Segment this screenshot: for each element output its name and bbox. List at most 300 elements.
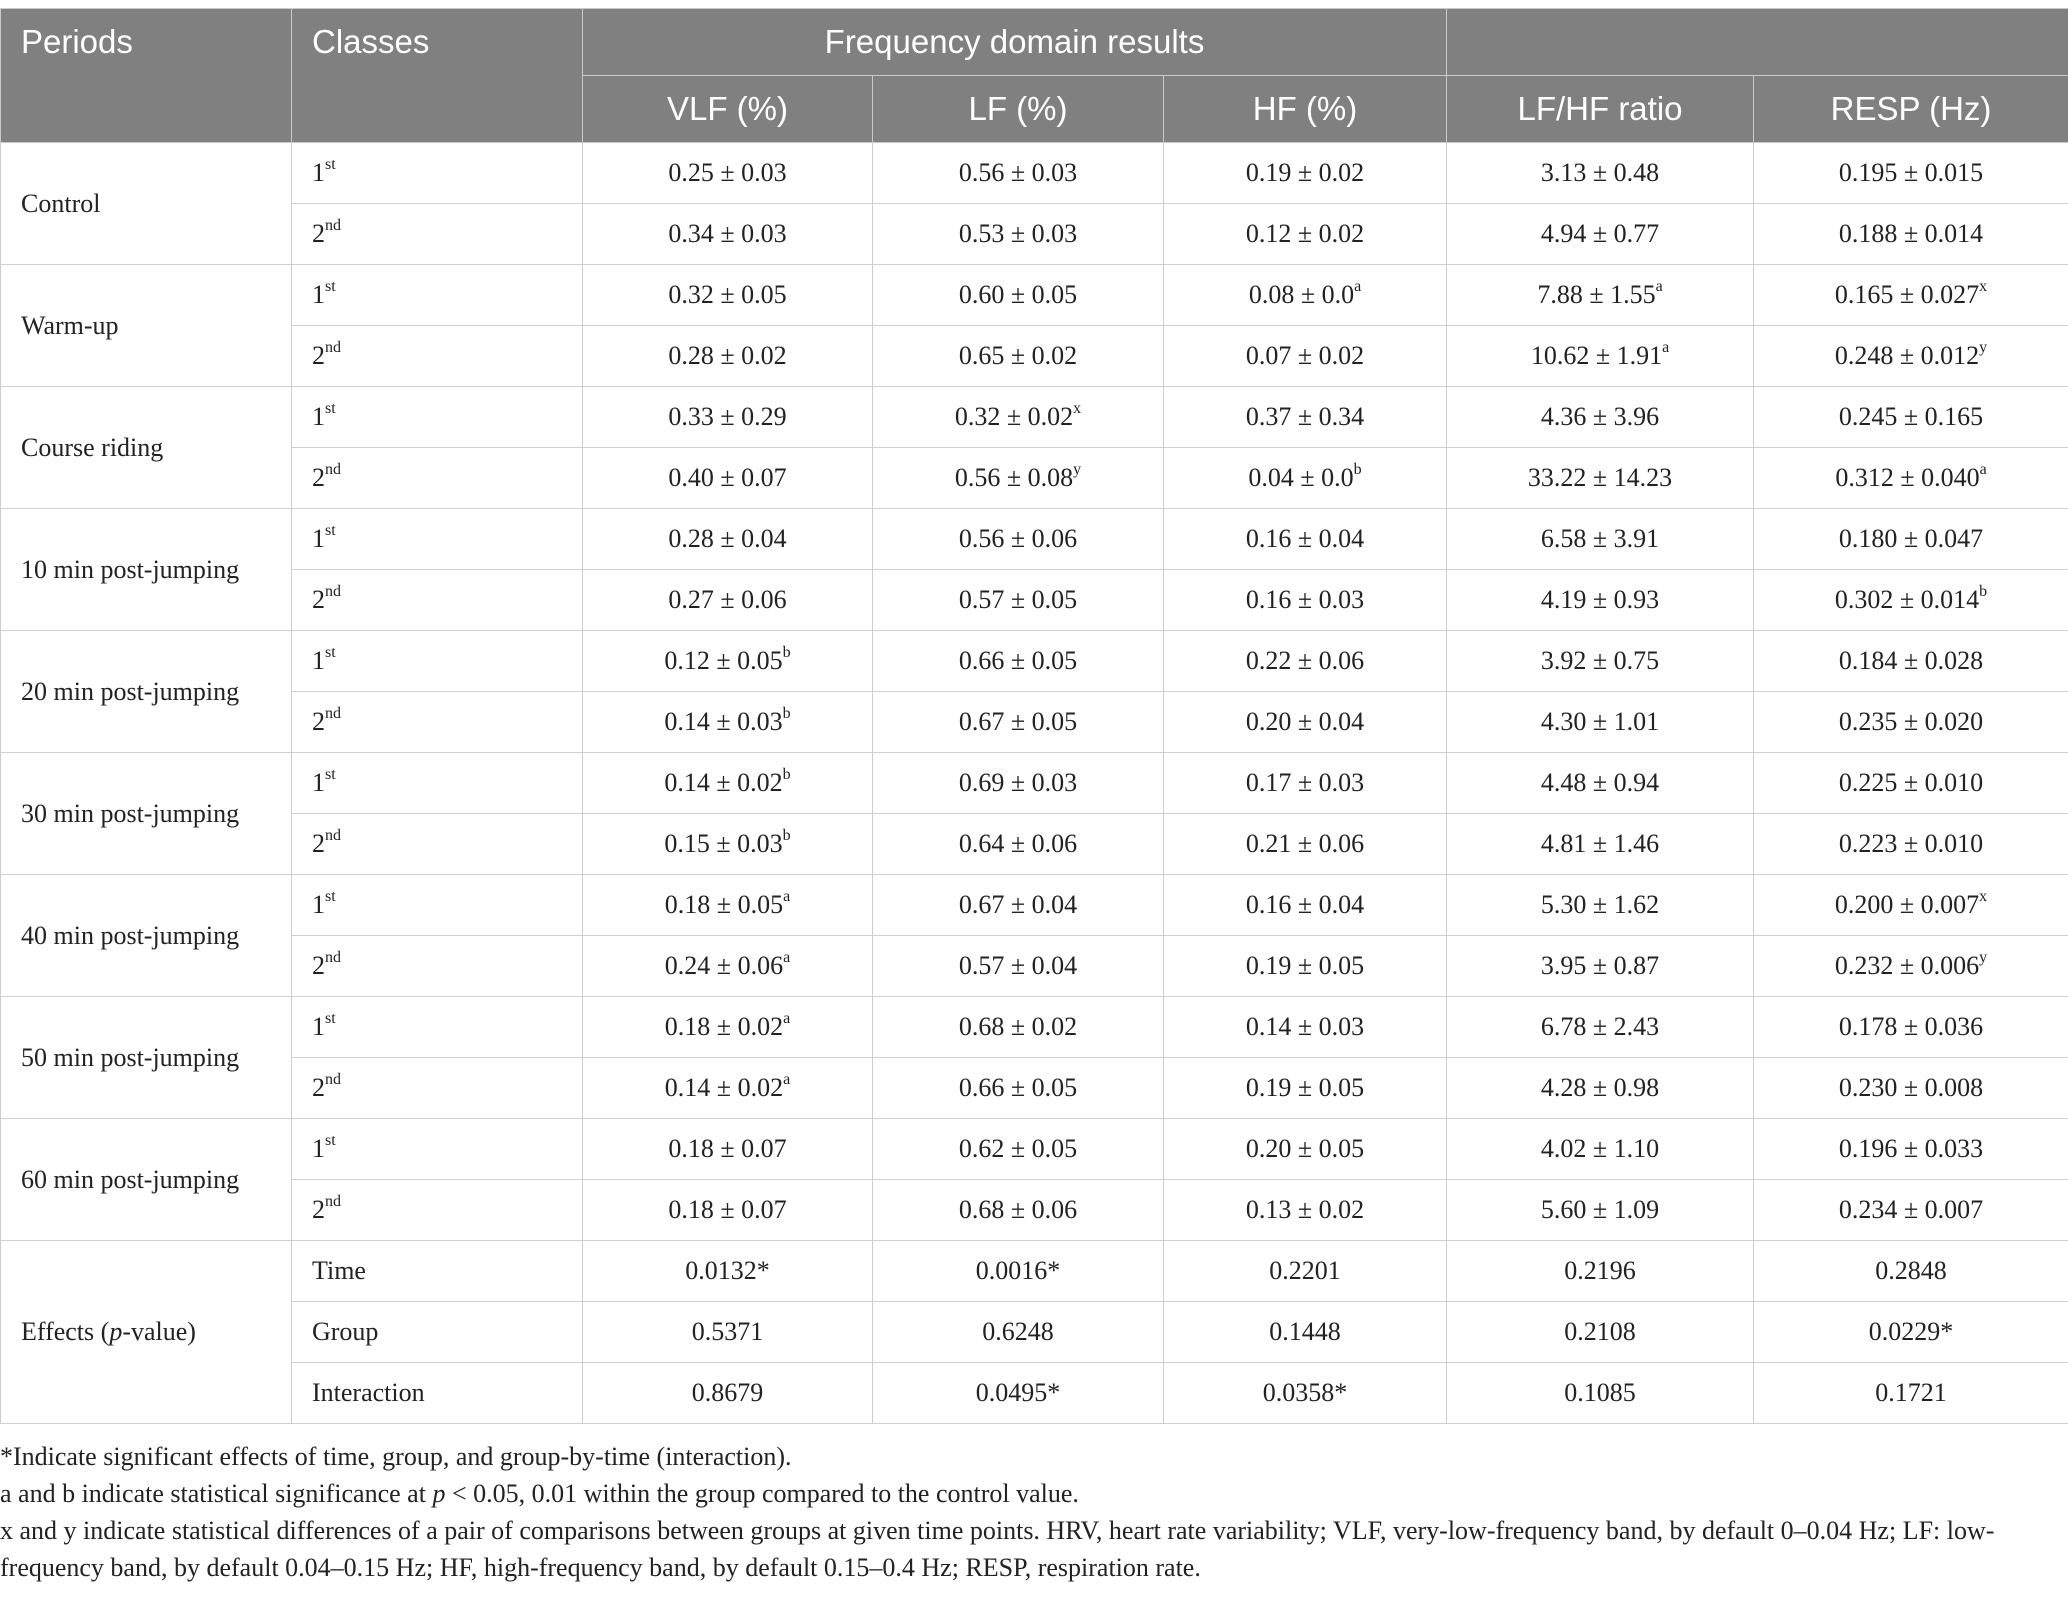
- class-cell: [292, 387, 583, 448]
- resp-value-cell: [1754, 753, 2068, 814]
- value-text: 0.248 ± 0.012: [1834, 341, 1980, 370]
- lf-hf-ratio-value-cell: [1447, 936, 1754, 997]
- lf-value-cell: [873, 997, 1164, 1058]
- value-text: 0.33 ± 0.29: [668, 402, 787, 431]
- vlf-value-cell: [583, 265, 873, 326]
- lf-hf-ratio-value-cell: [1447, 326, 1754, 387]
- class-ordinal-suffix: nd: [325, 827, 341, 845]
- value-text: 6.58 ± 3.91: [1540, 524, 1660, 553]
- hf-value-cell: [1164, 875, 1447, 936]
- lf-hf-ratio-value-cell: [1447, 1119, 1754, 1180]
- lf-hf-ratio-value-cell: [1447, 448, 1754, 509]
- table-row: [1, 448, 2068, 509]
- vlf-pvalue-cell: 0.8679: [583, 1363, 873, 1424]
- value-text: 0.223 ± 0.010: [1838, 829, 1984, 858]
- effects-label-post: -value): [122, 1317, 196, 1346]
- period-cell: 30 min post-jumping: [1, 753, 292, 875]
- footnote-xy-abbreviations: x and y indicate statistical differences of a pair of comparisons between groups at given time points. HRV, heart rate variability; VLF, very-low-frequency band, by default 0–0.04 Hz; LF: low-frequency band, by default 0.04–0.15 Hz; HF, high-frequency band, by default 0.15–0.4 Hz; RESP, respiration rate.: [0, 1516, 1995, 1582]
- value-text: 0.27 ± 0.06: [668, 585, 787, 614]
- class-cell: [292, 631, 583, 692]
- class-ordinal-suffix: nd: [325, 217, 341, 235]
- effects-label-pre: Effects (: [21, 1317, 110, 1346]
- value-text: 0.53 ± 0.03: [958, 219, 1078, 248]
- value-text: 0.04 ± 0.0: [1248, 463, 1354, 492]
- table-row: [1, 143, 2068, 204]
- lf-hf-ratio-pvalue-cell: 0.2108: [1447, 1302, 1754, 1363]
- significance-marker: x: [1073, 400, 1082, 418]
- resp-value-cell: [1754, 1119, 2068, 1180]
- class-number: 2: [312, 1073, 325, 1102]
- lf-hf-ratio-value-cell: [1447, 265, 1754, 326]
- lf-hf-ratio-pvalue-cell: 0.2196: [1447, 1241, 1754, 1302]
- table-header: [1, 9, 2068, 143]
- class-cell: [292, 509, 583, 570]
- value-text: 0.230 ± 0.008: [1838, 1073, 1984, 1102]
- class-ordinal-suffix: st: [325, 278, 336, 296]
- significance-marker: a: [1979, 461, 1987, 479]
- header-lf-hf-ratio: LF/HF ratio: [1447, 76, 1754, 143]
- vlf-pvalue-cell: 0.0132*: [583, 1241, 873, 1302]
- hf-value-cell: [1164, 570, 1447, 631]
- class-number: 2: [312, 1195, 325, 1224]
- value-text: 0.07 ± 0.02: [1245, 341, 1365, 370]
- value-text: 0.18 ± 0.07: [668, 1195, 787, 1224]
- significance-marker: b: [782, 766, 791, 784]
- class-number: 2: [312, 585, 325, 614]
- table-row: [1, 875, 2068, 936]
- value-text: 0.14 ± 0.03: [1245, 1012, 1365, 1041]
- value-text: 4.19 ± 0.93: [1540, 585, 1660, 614]
- lf-value-cell: [873, 326, 1164, 387]
- hf-value-cell: [1164, 387, 1447, 448]
- hf-value-cell: [1164, 1119, 1447, 1180]
- period-cell: 20 min post-jumping: [1, 631, 292, 753]
- hf-value-cell: [1164, 204, 1447, 265]
- vlf-value-cell: [583, 997, 873, 1058]
- hf-pvalue-cell: 0.0358*: [1164, 1363, 1447, 1424]
- effect-name-cell: Group: [292, 1302, 583, 1363]
- class-ordinal-suffix: nd: [325, 949, 341, 967]
- lf-value-cell: [873, 204, 1164, 265]
- table-row: [1, 204, 2068, 265]
- value-text: 0.188 ± 0.014: [1838, 219, 1984, 248]
- hf-value-cell: [1164, 936, 1447, 997]
- value-text: 0.57 ± 0.05: [958, 585, 1078, 614]
- value-text: 0.21 ± 0.06: [1245, 829, 1365, 858]
- table-row: [1, 692, 2068, 753]
- value-text: 0.15 ± 0.03: [664, 829, 783, 858]
- lf-hf-ratio-value-cell: [1447, 570, 1754, 631]
- significance-marker: x: [1979, 278, 1988, 296]
- header-lf: LF (%): [873, 76, 1164, 143]
- lf-hf-ratio-value-cell: [1447, 692, 1754, 753]
- value-text: 0.17 ± 0.03: [1245, 768, 1365, 797]
- table-row: [1, 1058, 2068, 1119]
- class-cell: [292, 692, 583, 753]
- lf-value-cell: [873, 1058, 1164, 1119]
- class-cell: [292, 265, 583, 326]
- significance-marker: a: [1655, 278, 1663, 296]
- class-number: 1: [312, 1134, 325, 1163]
- value-text: 0.24 ± 0.06: [664, 951, 784, 980]
- table-row: [1, 387, 2068, 448]
- header-hf: HF (%): [1164, 76, 1447, 143]
- value-text: 4.81 ± 1.46: [1540, 829, 1660, 858]
- class-number: 2: [312, 951, 325, 980]
- vlf-value-cell: [583, 814, 873, 875]
- value-text: 0.37 ± 0.34: [1245, 402, 1365, 431]
- class-ordinal-suffix: st: [325, 1132, 336, 1150]
- lf-value-cell: [873, 814, 1164, 875]
- lf-hf-ratio-value-cell: [1447, 387, 1754, 448]
- table-row: [1, 1180, 2068, 1241]
- value-text: 0.178 ± 0.036: [1838, 1012, 1984, 1041]
- value-text: 0.08 ± 0.0: [1248, 280, 1355, 309]
- resp-value-cell: [1754, 387, 2068, 448]
- hf-value-cell: [1164, 1058, 1447, 1119]
- value-text: 0.225 ± 0.010: [1838, 768, 1984, 797]
- value-text: 7.88 ± 1.55: [1537, 280, 1656, 309]
- class-ordinal-suffix: st: [325, 522, 336, 540]
- value-text: 3.95 ± 0.87: [1540, 951, 1660, 980]
- effects-row: [1, 1302, 2068, 1363]
- value-text: 0.68 ± 0.06: [958, 1195, 1078, 1224]
- table-row: [1, 631, 2068, 692]
- hf-value-cell: [1164, 997, 1447, 1058]
- header-resp: RESP (Hz): [1754, 76, 2068, 143]
- lf-value-cell: [873, 387, 1164, 448]
- hf-pvalue-cell: 0.1448: [1164, 1302, 1447, 1363]
- value-text: 0.66 ± 0.05: [958, 646, 1078, 675]
- lf-value-cell: [873, 1180, 1164, 1241]
- class-cell: [292, 143, 583, 204]
- lf-hf-ratio-value-cell: [1447, 1180, 1754, 1241]
- lf-value-cell: [873, 448, 1164, 509]
- class-cell: [292, 936, 583, 997]
- value-text: 0.245 ± 0.165: [1838, 402, 1984, 431]
- value-text: 0.60 ± 0.05: [958, 280, 1078, 309]
- significance-marker: b: [782, 827, 791, 845]
- value-text: 5.30 ± 1.62: [1540, 890, 1660, 919]
- resp-value-cell: [1754, 814, 2068, 875]
- value-text: 0.25 ± 0.03: [668, 158, 787, 187]
- resp-pvalue-cell: 0.0229*: [1754, 1302, 2068, 1363]
- class-ordinal-suffix: nd: [325, 705, 341, 723]
- class-cell: [292, 570, 583, 631]
- value-text: 0.312 ± 0.040: [1835, 463, 1980, 492]
- value-text: 4.02 ± 1.10: [1540, 1134, 1660, 1163]
- value-text: 0.69 ± 0.03: [958, 768, 1078, 797]
- vlf-value-cell: [583, 143, 873, 204]
- significance-marker: a: [783, 949, 791, 967]
- significance-marker: a: [783, 888, 791, 906]
- lf-value-cell: [873, 692, 1164, 753]
- table-footnotes: [0, 1438, 2068, 1586]
- footnote-ab: [0, 1475, 2068, 1512]
- class-ordinal-suffix: nd: [325, 461, 341, 479]
- effects-label-cell: [1, 1241, 292, 1424]
- class-ordinal-suffix: st: [325, 400, 336, 418]
- value-text: 3.13 ± 0.48: [1540, 158, 1660, 187]
- value-text: 0.28 ± 0.02: [668, 341, 787, 370]
- class-cell: [292, 753, 583, 814]
- lf-value-cell: [873, 570, 1164, 631]
- significance-marker: b: [1979, 583, 1988, 601]
- lf-value-cell: [873, 1119, 1164, 1180]
- resp-value-cell: [1754, 1180, 2068, 1241]
- class-cell: [292, 997, 583, 1058]
- header-classes: Classes: [292, 9, 583, 143]
- hf-value-cell: [1164, 814, 1447, 875]
- table-row: [1, 1119, 2068, 1180]
- value-text: 0.180 ± 0.047: [1838, 524, 1984, 553]
- value-text: 0.14 ± 0.02: [664, 1073, 784, 1102]
- period-cell: Course riding: [1, 387, 292, 509]
- resp-value-cell: [1754, 631, 2068, 692]
- value-text: 0.302 ± 0.014: [1834, 585, 1980, 614]
- value-text: 0.14 ± 0.02: [664, 768, 783, 797]
- value-text: 0.195 ± 0.015: [1838, 158, 1984, 187]
- value-text: 0.20 ± 0.04: [1245, 707, 1365, 736]
- value-text: 4.28 ± 0.98: [1540, 1073, 1660, 1102]
- table-row: [1, 509, 2068, 570]
- class-number: 1: [312, 1012, 325, 1041]
- vlf-value-cell: [583, 1180, 873, 1241]
- class-number: 1: [312, 646, 325, 675]
- effects-row: [1, 1363, 2068, 1424]
- lf-hf-ratio-value-cell: [1447, 143, 1754, 204]
- lf-value-cell: [873, 875, 1164, 936]
- lf-hf-ratio-value-cell: [1447, 1058, 1754, 1119]
- footnote-ab-pre: a and b indicate statistical significance at: [0, 1479, 433, 1508]
- value-text: 0.13 ± 0.02: [1245, 1195, 1365, 1224]
- class-number: 2: [312, 341, 325, 370]
- table-row: [1, 936, 2068, 997]
- lf-value-cell: [873, 631, 1164, 692]
- table-row: [1, 326, 2068, 387]
- significance-marker: a: [1354, 278, 1362, 296]
- vlf-value-cell: [583, 875, 873, 936]
- lf-value-cell: [873, 753, 1164, 814]
- value-text: 0.234 ± 0.007: [1838, 1195, 1984, 1224]
- class-number: 1: [312, 402, 325, 431]
- value-text: 0.68 ± 0.02: [958, 1012, 1078, 1041]
- lf-pvalue-cell: 0.0016*: [873, 1241, 1164, 1302]
- value-text: 0.165 ± 0.027: [1834, 280, 1980, 309]
- resp-value-cell: [1754, 326, 2068, 387]
- class-number: 2: [312, 219, 325, 248]
- class-ordinal-suffix: nd: [325, 1193, 341, 1211]
- hf-pvalue-cell: 0.2201: [1164, 1241, 1447, 1302]
- class-number: 1: [312, 524, 325, 553]
- lf-value-cell: [873, 936, 1164, 997]
- value-text: 0.18 ± 0.02: [664, 1012, 784, 1041]
- value-text: 0.22 ± 0.06: [1245, 646, 1365, 675]
- vlf-pvalue-cell: 0.5371: [583, 1302, 873, 1363]
- value-text: 4.94 ± 0.77: [1540, 219, 1660, 248]
- vlf-value-cell: [583, 570, 873, 631]
- value-text: 5.60 ± 1.09: [1540, 1195, 1660, 1224]
- header-group-spacer: [1447, 9, 2068, 76]
- value-text: 0.56 ± 0.08: [954, 463, 1074, 492]
- effect-name-cell: Time: [292, 1241, 583, 1302]
- significance-marker: a: [1662, 339, 1670, 357]
- value-text: 0.18 ± 0.05: [664, 890, 784, 919]
- effects-label-p: p: [109, 1317, 123, 1346]
- resp-value-cell: [1754, 692, 2068, 753]
- value-text: 33.22 ± 14.23: [1527, 463, 1673, 492]
- significance-marker: y: [1979, 949, 1988, 967]
- value-text: 0.57 ± 0.04: [958, 951, 1078, 980]
- value-text: 0.200 ± 0.007: [1834, 890, 1980, 919]
- value-text: 0.20 ± 0.05: [1245, 1134, 1365, 1163]
- significance-marker: a: [783, 1010, 791, 1028]
- frequency-domain-table: [0, 8, 2068, 1424]
- hf-value-cell: [1164, 753, 1447, 814]
- period-cell: Warm-up: [1, 265, 292, 387]
- table-row: [1, 753, 2068, 814]
- value-text: 0.19 ± 0.05: [1245, 951, 1365, 980]
- lf-hf-ratio-value-cell: [1447, 753, 1754, 814]
- value-text: 0.32 ± 0.02: [954, 402, 1074, 431]
- lf-hf-ratio-value-cell: [1447, 875, 1754, 936]
- significance-marker: x: [1979, 888, 1988, 906]
- value-text: 0.34 ± 0.03: [668, 219, 787, 248]
- resp-value-cell: [1754, 1058, 2068, 1119]
- table-row: [1, 814, 2068, 875]
- resp-value-cell: [1754, 143, 2068, 204]
- value-text: 0.67 ± 0.04: [958, 890, 1078, 919]
- value-text: 0.40 ± 0.07: [668, 463, 787, 492]
- value-text: 0.196 ± 0.033: [1838, 1134, 1984, 1163]
- value-text: 0.16 ± 0.04: [1245, 890, 1365, 919]
- lf-hf-ratio-value-cell: [1447, 814, 1754, 875]
- class-cell: [292, 326, 583, 387]
- class-number: 2: [312, 463, 325, 492]
- hf-value-cell: [1164, 326, 1447, 387]
- class-cell: [292, 1058, 583, 1119]
- lf-value-cell: [873, 143, 1164, 204]
- resp-value-cell: [1754, 204, 2068, 265]
- class-number: 1: [312, 768, 325, 797]
- class-cell: [292, 448, 583, 509]
- table-row: [1, 265, 2068, 326]
- header-vlf: VLF (%): [583, 76, 873, 143]
- value-text: 4.30 ± 1.01: [1540, 707, 1660, 736]
- period-cell: 40 min post-jumping: [1, 875, 292, 997]
- hf-value-cell: [1164, 1180, 1447, 1241]
- resp-value-cell: [1754, 936, 2068, 997]
- resp-pvalue-cell: 0.1721: [1754, 1363, 2068, 1424]
- class-ordinal-suffix: st: [325, 644, 336, 662]
- vlf-value-cell: [583, 631, 873, 692]
- period-cell: 50 min post-jumping: [1, 997, 292, 1119]
- value-text: 0.16 ± 0.04: [1245, 524, 1365, 553]
- value-text: 0.12 ± 0.02: [1245, 219, 1365, 248]
- vlf-value-cell: [583, 326, 873, 387]
- vlf-value-cell: [583, 387, 873, 448]
- value-text: 0.66 ± 0.05: [958, 1073, 1078, 1102]
- vlf-value-cell: [583, 936, 873, 997]
- effects-row: [1, 1241, 2068, 1302]
- lf-value-cell: [873, 265, 1164, 326]
- table-row: [1, 997, 2068, 1058]
- lf-pvalue-cell: 0.0495*: [873, 1363, 1164, 1424]
- value-text: 0.62 ± 0.05: [958, 1134, 1078, 1163]
- value-text: 0.18 ± 0.07: [668, 1134, 787, 1163]
- value-text: 0.64 ± 0.06: [958, 829, 1078, 858]
- vlf-value-cell: [583, 1119, 873, 1180]
- header-periods: Periods: [1, 9, 292, 143]
- hf-value-cell: [1164, 631, 1447, 692]
- lf-value-cell: [873, 509, 1164, 570]
- resp-value-cell: [1754, 875, 2068, 936]
- resp-value-cell: [1754, 265, 2068, 326]
- significance-marker: b: [782, 705, 791, 723]
- lf-pvalue-cell: 0.6248: [873, 1302, 1164, 1363]
- significance-marker: y: [1073, 461, 1082, 479]
- value-text: 0.32 ± 0.05: [668, 280, 787, 309]
- class-cell: [292, 1119, 583, 1180]
- period-cell: 10 min post-jumping: [1, 509, 292, 631]
- footnote-ab-post: < 0.05, 0.01 within the group compared to the control value.: [445, 1479, 1079, 1508]
- significance-marker: b: [1353, 461, 1362, 479]
- resp-pvalue-cell: 0.2848: [1754, 1241, 2068, 1302]
- class-number: 1: [312, 158, 325, 187]
- class-number: 2: [312, 707, 325, 736]
- class-cell: [292, 1180, 583, 1241]
- class-number: 1: [312, 280, 325, 309]
- lf-hf-ratio-value-cell: [1447, 509, 1754, 570]
- results-table-container: [0, 8, 2068, 1424]
- class-ordinal-suffix: nd: [325, 583, 341, 601]
- class-cell: [292, 204, 583, 265]
- value-text: 0.56 ± 0.03: [958, 158, 1078, 187]
- value-text: 4.48 ± 0.94: [1540, 768, 1660, 797]
- value-text: 0.65 ± 0.02: [958, 341, 1078, 370]
- footnote-significance: *Indicate significant effects of time, group, and group-by-time (interaction).: [0, 1442, 792, 1471]
- hf-value-cell: [1164, 143, 1447, 204]
- hf-value-cell: [1164, 265, 1447, 326]
- period-cell: 60 min post-jumping: [1, 1119, 292, 1241]
- effect-name-cell: Interaction: [292, 1363, 583, 1424]
- value-text: 4.36 ± 3.96: [1540, 402, 1660, 431]
- value-text: 0.67 ± 0.05: [958, 707, 1078, 736]
- lf-hf-ratio-value-cell: [1447, 631, 1754, 692]
- class-cell: [292, 814, 583, 875]
- value-text: 0.16 ± 0.03: [1245, 585, 1365, 614]
- value-text: 0.235 ± 0.020: [1838, 707, 1984, 736]
- lf-hf-ratio-value-cell: [1447, 997, 1754, 1058]
- period-cell: Control: [1, 143, 292, 265]
- vlf-value-cell: [583, 204, 873, 265]
- resp-value-cell: [1754, 448, 2068, 509]
- value-text: 0.56 ± 0.06: [958, 524, 1078, 553]
- class-ordinal-suffix: nd: [325, 339, 341, 357]
- table-body: [1, 143, 2068, 1424]
- vlf-value-cell: [583, 1058, 873, 1119]
- value-text: 0.12 ± 0.05: [664, 646, 783, 675]
- class-cell: [292, 875, 583, 936]
- lf-hf-ratio-value-cell: [1447, 204, 1754, 265]
- class-ordinal-suffix: st: [325, 156, 336, 174]
- vlf-value-cell: [583, 509, 873, 570]
- value-text: 3.92 ± 0.75: [1540, 646, 1660, 675]
- vlf-value-cell: [583, 448, 873, 509]
- table-row: [1, 570, 2068, 631]
- class-number: 2: [312, 829, 325, 858]
- footnote-ab-p: p: [432, 1479, 446, 1508]
